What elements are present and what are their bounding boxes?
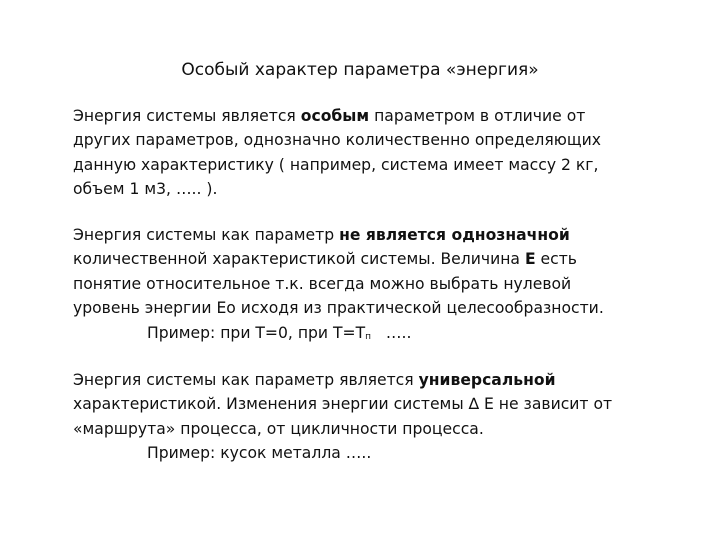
example-line xyxy=(73,321,673,349)
text-run: параметром в отличие от xyxy=(369,107,586,125)
emphasis-universal: универсальной xyxy=(418,371,556,389)
text-line: уровень энергии Ео исходя из практической целесообразности. xyxy=(73,299,604,318)
text-run: Энергия системы как параметр xyxy=(73,226,340,244)
text-line xyxy=(73,368,673,392)
text-line: объем 1 м3, ….. ). xyxy=(73,180,218,199)
emphasis-e: Е xyxy=(524,250,536,269)
text-run: Энергия системы является xyxy=(73,107,301,125)
text-line xyxy=(73,104,673,128)
text-line: данную характеристику ( например, система имеет массу 2 кг, xyxy=(73,155,599,174)
text-run: есть xyxy=(535,250,577,269)
text-line xyxy=(73,223,673,247)
subscript: п xyxy=(365,331,372,342)
emphasis-special: особым xyxy=(300,107,370,125)
paragraph-energy-relative xyxy=(73,223,673,349)
text-line: понятие относительное т.к. всегда можно выбрать нулевой xyxy=(73,274,572,293)
text-run: количественной характеристикой системы. Величина xyxy=(73,250,525,269)
paragraph-energy-special xyxy=(73,104,673,202)
text-run: Пример: при Т=0, при Т=Т xyxy=(147,323,366,342)
text-run: Энергия системы как параметр является xyxy=(73,371,419,389)
text-line: «маршрута» процесса, от цикличности процесса. xyxy=(73,419,484,438)
text-line xyxy=(73,247,673,271)
paragraph-energy-universal xyxy=(73,368,673,466)
text-run: ….. xyxy=(371,323,412,342)
text-line: характеристикой. Изменения энергии системы ∆ Е не зависит от xyxy=(73,395,613,414)
emphasis-not-unique: не является однозначной xyxy=(339,226,570,244)
slide-title: Особый характер параметра «энергия» xyxy=(181,60,539,80)
text-line: других параметров, однозначно количественно определяющих xyxy=(73,131,601,150)
example-line: Пример: кусок металла ….. xyxy=(147,444,372,463)
